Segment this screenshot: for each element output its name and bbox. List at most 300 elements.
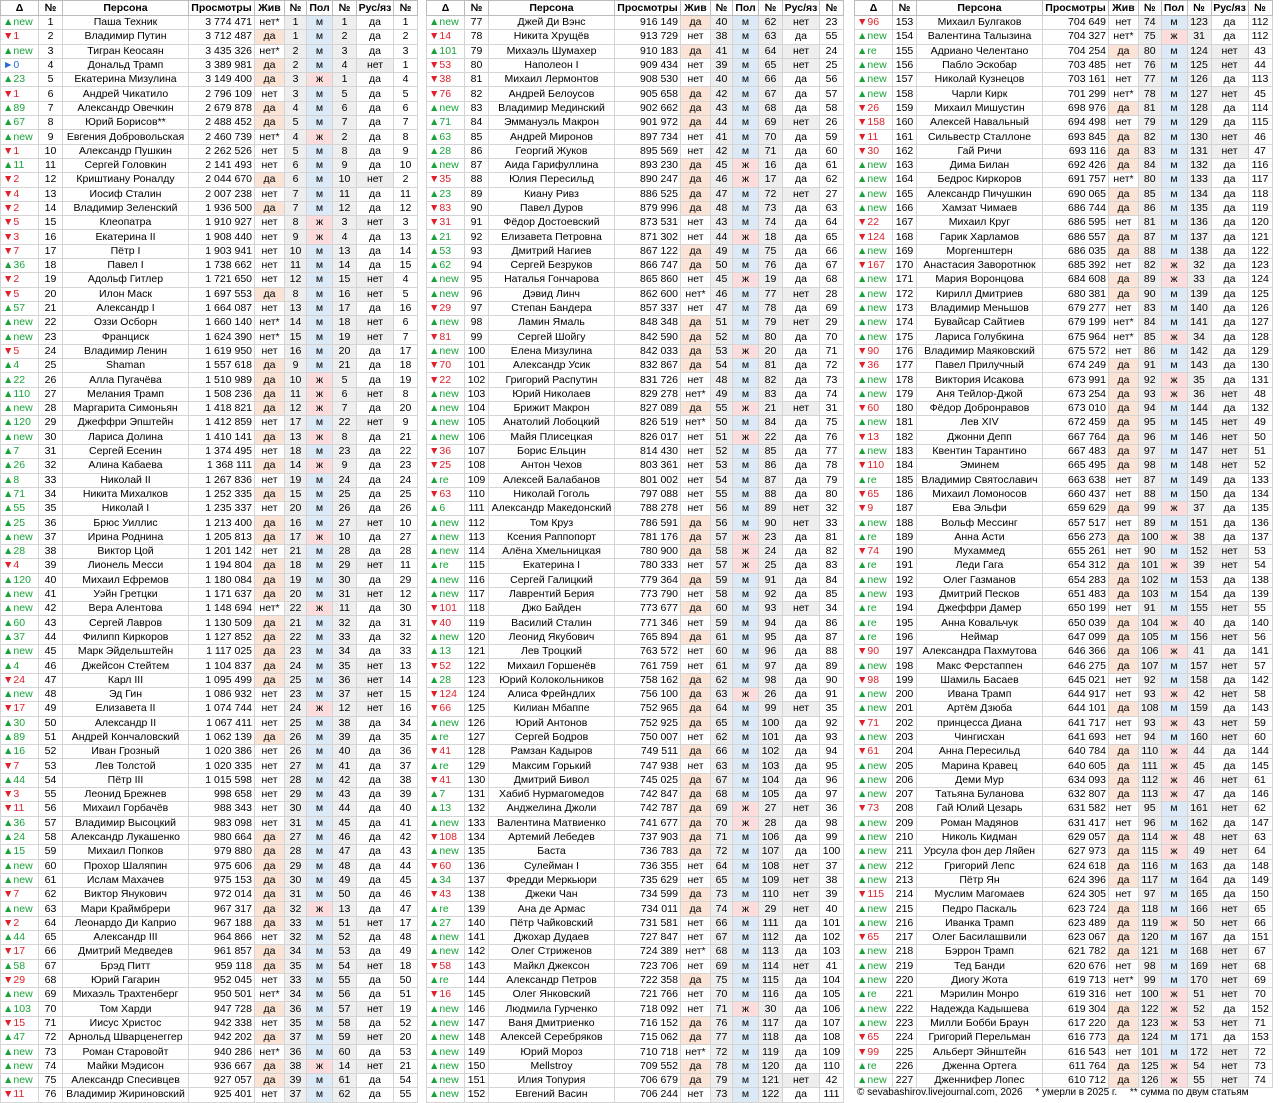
russian-lang: нет bbox=[357, 516, 394, 530]
sex: м bbox=[1161, 487, 1187, 501]
sex-rank: 151 bbox=[1187, 516, 1211, 530]
person-name: Владимир Святославич bbox=[917, 473, 1043, 487]
sex: ж bbox=[733, 402, 759, 416]
sex-rank: 163 bbox=[1187, 859, 1211, 873]
rank: 158 bbox=[893, 87, 917, 101]
person-name: Дмитрий Медведев bbox=[63, 945, 189, 959]
sex-rank: 44 bbox=[1187, 745, 1211, 759]
rank-change: ▲re bbox=[855, 1059, 893, 1073]
views: 2 141 493 bbox=[189, 158, 255, 172]
person-name: Антон Чехов bbox=[489, 459, 615, 473]
table-row bbox=[1, 902, 418, 916]
views: 724 389 bbox=[615, 945, 681, 959]
alive: да bbox=[1109, 144, 1139, 158]
sex: ж bbox=[1161, 373, 1187, 387]
sex: м bbox=[733, 745, 759, 759]
table-row bbox=[427, 702, 844, 716]
rank: 78 bbox=[465, 30, 489, 44]
russian-lang: да bbox=[1211, 344, 1248, 358]
rank-change: ▲new bbox=[1, 687, 39, 701]
table-row bbox=[855, 416, 1273, 430]
views: 644 101 bbox=[1043, 702, 1109, 716]
alive-rank: 81 bbox=[1139, 216, 1162, 230]
table-row bbox=[855, 1002, 1273, 1016]
alive-rank: 83 bbox=[1139, 301, 1162, 315]
views: 665 495 bbox=[1043, 459, 1109, 473]
rank: 12 bbox=[39, 173, 63, 187]
table-row bbox=[427, 487, 844, 501]
rank-change: ▼41 bbox=[427, 745, 465, 759]
rank-change: ▼1 bbox=[1, 87, 39, 101]
lang-rank: 35 bbox=[394, 730, 418, 744]
person-name: Анна Пересильд bbox=[917, 745, 1043, 759]
person-name: Владимир Меньшов bbox=[917, 301, 1043, 315]
person-name: Олег Басилашвили bbox=[917, 931, 1043, 945]
alive-rank: 67 bbox=[711, 773, 733, 787]
table-row bbox=[1, 487, 418, 501]
sex-rank: 41 bbox=[1187, 645, 1211, 659]
lang-rank: 35 bbox=[820, 702, 844, 716]
views: 632 807 bbox=[1043, 788, 1109, 802]
rank-change: ▼40 bbox=[427, 616, 465, 630]
alive: да bbox=[255, 916, 285, 930]
views: 927 057 bbox=[189, 1073, 255, 1087]
table-row bbox=[427, 359, 844, 373]
sex: м bbox=[733, 945, 759, 959]
person-name: Джохар Дудаев bbox=[489, 931, 615, 945]
lang-rank: 20 bbox=[394, 402, 418, 416]
rank: 103 bbox=[465, 387, 489, 401]
header-num2: № bbox=[1139, 1, 1162, 16]
sex-rank: 50 bbox=[333, 888, 357, 902]
lang-rank: 144 bbox=[1248, 745, 1272, 759]
lang-rank: 9 bbox=[394, 144, 418, 158]
rank-change: ▼3 bbox=[1, 788, 39, 802]
sex-rank: 81 bbox=[759, 359, 783, 373]
sex-rank: 6 bbox=[333, 101, 357, 115]
rank: 159 bbox=[893, 101, 917, 115]
alive: нет bbox=[255, 716, 285, 730]
alive: да bbox=[681, 158, 711, 172]
views: 942 202 bbox=[189, 1031, 255, 1045]
views: 913 729 bbox=[615, 30, 681, 44]
sex-rank: 32 bbox=[1187, 259, 1211, 273]
sex: м bbox=[733, 316, 759, 330]
views: 1 235 337 bbox=[189, 502, 255, 516]
lang-rank: 43 bbox=[1248, 44, 1272, 58]
sex: м bbox=[1161, 287, 1187, 301]
table-row bbox=[427, 559, 844, 573]
sex-rank: 87 bbox=[759, 473, 783, 487]
russian-lang: да bbox=[357, 616, 394, 630]
sex: м bbox=[1161, 544, 1187, 558]
alive: нет bbox=[1109, 988, 1139, 1002]
views: 865 860 bbox=[615, 273, 681, 287]
rank: 194 bbox=[893, 602, 917, 616]
alive: да bbox=[681, 544, 711, 558]
rank-change: ▲new bbox=[855, 373, 893, 387]
views: 655 261 bbox=[1043, 544, 1109, 558]
table-row bbox=[427, 859, 844, 873]
rank-change: ▲new bbox=[855, 516, 893, 530]
lang-rank: 131 bbox=[1248, 373, 1272, 387]
alive: да bbox=[1109, 745, 1139, 759]
rank-change: ▲new bbox=[855, 287, 893, 301]
person-name: Максим Горький bbox=[489, 759, 615, 773]
table-row bbox=[1, 73, 418, 87]
views: 826 519 bbox=[615, 416, 681, 430]
sex-rank: 67 bbox=[759, 87, 783, 101]
rank: 168 bbox=[893, 230, 917, 244]
views: 679 277 bbox=[1043, 301, 1109, 315]
sex-rank: 20 bbox=[759, 344, 783, 358]
rank-change: ▲6 bbox=[427, 502, 465, 516]
rank: 128 bbox=[465, 745, 489, 759]
person-name: Анастасия Заворотнюк bbox=[917, 259, 1043, 273]
sex: м bbox=[1161, 230, 1187, 244]
person-name: Фёдор Добронравов bbox=[917, 402, 1043, 416]
russian-lang: нет bbox=[1211, 988, 1248, 1002]
sex-rank: 50 bbox=[1187, 916, 1211, 930]
lang-rank: 24 bbox=[394, 473, 418, 487]
table-row bbox=[1, 630, 418, 644]
table-row bbox=[855, 888, 1273, 902]
views: 686 035 bbox=[1043, 244, 1109, 258]
russian-lang: нет bbox=[1211, 716, 1248, 730]
rank: 68 bbox=[39, 973, 63, 987]
lang-rank: 18 bbox=[394, 959, 418, 973]
alive-rank: 53 bbox=[711, 459, 733, 473]
russian-lang: нет bbox=[357, 416, 394, 430]
rank: 204 bbox=[893, 745, 917, 759]
alive: нет bbox=[255, 816, 285, 830]
views: 1 180 084 bbox=[189, 573, 255, 587]
russian-lang: да bbox=[783, 945, 820, 959]
views: 657 517 bbox=[1043, 516, 1109, 530]
sex-rank: 39 bbox=[1187, 559, 1211, 573]
russian-lang: да bbox=[357, 73, 394, 87]
sex: м bbox=[307, 301, 333, 315]
header-alive: Жив bbox=[255, 1, 285, 16]
sex-rank: 9 bbox=[333, 459, 357, 473]
views: 737 903 bbox=[615, 830, 681, 844]
table-row bbox=[855, 587, 1273, 601]
footer bbox=[857, 1086, 1280, 1100]
sex: ж bbox=[1161, 530, 1187, 544]
russian-lang: да bbox=[357, 101, 394, 115]
sex: м bbox=[1161, 931, 1187, 945]
sex-rank: 124 bbox=[1187, 44, 1211, 58]
sex: ж bbox=[1161, 988, 1187, 1002]
rank: 191 bbox=[893, 559, 917, 573]
rank-change: ▼7 bbox=[1, 888, 39, 902]
table-row bbox=[855, 802, 1273, 816]
lang-rank: 53 bbox=[1248, 544, 1272, 558]
person-name: Николай Кузнецов bbox=[917, 73, 1043, 87]
table-row bbox=[427, 373, 844, 387]
header-name: Персона bbox=[63, 1, 189, 16]
sex-rank: 109 bbox=[759, 873, 783, 887]
sex-rank: 97 bbox=[759, 659, 783, 673]
lang-rank: 36 bbox=[394, 745, 418, 759]
russian-lang: нет bbox=[357, 216, 394, 230]
russian-lang: да bbox=[783, 616, 820, 630]
sex: м bbox=[1161, 158, 1187, 172]
alive-rank: 62 bbox=[711, 673, 733, 687]
russian-lang: да bbox=[357, 459, 394, 473]
sex: м bbox=[1161, 459, 1187, 473]
rank-change: ▲new bbox=[1, 602, 39, 616]
rank-change: ▲23 bbox=[427, 187, 465, 201]
table-row bbox=[1, 959, 418, 973]
alive: да bbox=[1109, 230, 1139, 244]
person-name: Пабло Эскобар bbox=[917, 58, 1043, 72]
table-row bbox=[855, 687, 1273, 701]
sex: м bbox=[1161, 673, 1187, 687]
sex-rank: 40 bbox=[333, 745, 357, 759]
sex: м bbox=[733, 58, 759, 72]
table-row bbox=[427, 516, 844, 530]
russian-lang: нет bbox=[1211, 444, 1248, 458]
person-name: Алексей Балабанов bbox=[489, 473, 615, 487]
sex: ж bbox=[1161, 773, 1187, 787]
views: 747 938 bbox=[615, 759, 681, 773]
rank: 182 bbox=[893, 430, 917, 444]
alive-rank: 78 bbox=[1139, 87, 1162, 101]
person-name: Мухаммед bbox=[917, 544, 1043, 558]
views: 908 530 bbox=[615, 73, 681, 87]
table-row bbox=[1, 888, 418, 902]
rank: 94 bbox=[465, 259, 489, 273]
table-row bbox=[1, 1002, 418, 1016]
rank-change: ▲new bbox=[427, 544, 465, 558]
person-name: Никита Хрущёв bbox=[489, 30, 615, 44]
rank: 91 bbox=[465, 216, 489, 230]
russian-lang: да bbox=[357, 1073, 394, 1087]
sex: м bbox=[733, 859, 759, 873]
sex: ж bbox=[733, 816, 759, 830]
lang-rank: 16 bbox=[394, 301, 418, 315]
rank: 148 bbox=[465, 1031, 489, 1045]
table-row bbox=[855, 201, 1273, 215]
rank: 153 bbox=[893, 16, 917, 30]
russian-lang: да bbox=[357, 158, 394, 172]
person-name: Виктор Цой bbox=[63, 544, 189, 558]
sex-rank: 30 bbox=[759, 1002, 783, 1016]
rank: 96 bbox=[465, 287, 489, 301]
russian-lang: да bbox=[783, 73, 820, 87]
table-row bbox=[855, 630, 1273, 644]
table-row bbox=[1, 430, 418, 444]
rank: 65 bbox=[39, 931, 63, 945]
table-row bbox=[855, 1045, 1273, 1059]
person-name: Дмитрий Нагиев bbox=[489, 244, 615, 258]
rank: 129 bbox=[465, 759, 489, 773]
lang-rank: 63 bbox=[1248, 830, 1272, 844]
alive: да bbox=[681, 187, 711, 201]
alive: да bbox=[1109, 573, 1139, 587]
rank: 112 bbox=[465, 516, 489, 530]
table-row bbox=[427, 387, 844, 401]
views: 756 100 bbox=[615, 687, 681, 701]
russian-lang: да bbox=[783, 101, 820, 115]
person-name: Рамзан Кадыров bbox=[489, 745, 615, 759]
russian-lang: да bbox=[1211, 373, 1248, 387]
sex-rank: 75 bbox=[759, 244, 783, 258]
person-name: Андрей Белоусов bbox=[489, 87, 615, 101]
sex-rank: 88 bbox=[759, 487, 783, 501]
alive: нет bbox=[681, 301, 711, 315]
sex: м bbox=[307, 916, 333, 930]
views: 940 286 bbox=[189, 1045, 255, 1059]
rank-change: ▲new bbox=[855, 30, 893, 44]
table-row bbox=[427, 830, 844, 844]
table-row bbox=[427, 902, 844, 916]
lang-rank: 31 bbox=[394, 616, 418, 630]
person-name: Леонид Якубович bbox=[489, 630, 615, 644]
views: 715 062 bbox=[615, 1031, 681, 1045]
lang-rank: 8 bbox=[394, 130, 418, 144]
lang-rank: 28 bbox=[394, 544, 418, 558]
russian-lang: да bbox=[783, 673, 820, 687]
rank-change: ▲34 bbox=[427, 873, 465, 887]
rank-change: ▲new bbox=[427, 1045, 465, 1059]
lang-rank: 106 bbox=[820, 1002, 844, 1016]
lang-rank: 26 bbox=[394, 502, 418, 516]
rank-change: ▼1 bbox=[1, 144, 39, 158]
lang-rank: 6 bbox=[394, 316, 418, 330]
person-name: Григорий Лепс bbox=[917, 859, 1043, 873]
rank: 145 bbox=[465, 988, 489, 1002]
rank-change: ▼17 bbox=[1, 945, 39, 959]
table-row bbox=[427, 659, 844, 673]
sex-rank: 113 bbox=[759, 945, 783, 959]
lang-rank: 32 bbox=[820, 502, 844, 516]
person-name: Александр Овечкин bbox=[63, 101, 189, 115]
views: 1 095 499 bbox=[189, 673, 255, 687]
views: 709 552 bbox=[615, 1059, 681, 1073]
russian-lang: да bbox=[783, 216, 820, 230]
russian-lang: нет bbox=[357, 587, 394, 601]
sex: м bbox=[307, 316, 333, 330]
russian-lang: да bbox=[783, 273, 820, 287]
alive-rank: 30 bbox=[285, 802, 307, 816]
alive-rank: 49 bbox=[711, 387, 733, 401]
alive: да bbox=[255, 530, 285, 544]
alive-rank: 94 bbox=[1139, 402, 1162, 416]
rank-change: ▲28 bbox=[427, 144, 465, 158]
lang-rank: 47 bbox=[394, 902, 418, 916]
sex: м bbox=[1161, 1031, 1187, 1045]
rank: 144 bbox=[465, 973, 489, 987]
alive: нет bbox=[255, 1016, 285, 1030]
table-row bbox=[1, 559, 418, 573]
table-row bbox=[855, 216, 1273, 230]
alive-rank: 69 bbox=[711, 802, 733, 816]
alive-rank: 89 bbox=[1139, 516, 1162, 530]
rank: 156 bbox=[893, 58, 917, 72]
alive-rank: 107 bbox=[1139, 659, 1162, 673]
alive: да bbox=[1109, 788, 1139, 802]
rank: 162 bbox=[893, 144, 917, 158]
sex-rank: 84 bbox=[759, 416, 783, 430]
alive: да bbox=[255, 487, 285, 501]
table-row bbox=[427, 544, 844, 558]
sex: ж bbox=[1161, 830, 1187, 844]
alive-rank: 58 bbox=[711, 587, 733, 601]
person-name: Александр Македонский bbox=[489, 502, 615, 516]
rank-change: ▲13 bbox=[427, 645, 465, 659]
lang-rank: 148 bbox=[1248, 859, 1272, 873]
lang-rank: 13 bbox=[394, 230, 418, 244]
russian-lang: да bbox=[357, 530, 394, 544]
sex-rank: 112 bbox=[759, 931, 783, 945]
sex: м bbox=[733, 931, 759, 945]
rank-change: ▼29 bbox=[427, 301, 465, 315]
sex: ж bbox=[1161, 259, 1187, 273]
alive-rank: 73 bbox=[711, 888, 733, 902]
sex-rank: 156 bbox=[1187, 630, 1211, 644]
person-name: Ваня Дмитриенко bbox=[489, 1016, 615, 1030]
rank: 23 bbox=[39, 330, 63, 344]
person-name: Алёна Хмельницкая bbox=[489, 544, 615, 558]
alive-rank: 3 bbox=[285, 87, 307, 101]
russian-lang: да bbox=[783, 716, 820, 730]
rank-change: ▲new bbox=[1, 587, 39, 601]
alive-rank: 6 bbox=[285, 173, 307, 187]
table-row bbox=[427, 973, 844, 987]
lang-rank: 81 bbox=[820, 530, 844, 544]
ranking-table-1 bbox=[0, 0, 418, 1103]
rank: 54 bbox=[39, 773, 63, 787]
sex: м bbox=[1161, 416, 1187, 430]
views: 1 664 087 bbox=[189, 301, 255, 315]
sex: м bbox=[1161, 945, 1187, 959]
sex: м bbox=[733, 1088, 759, 1102]
lang-rank: 48 bbox=[1248, 387, 1272, 401]
sex-rank: 35 bbox=[1187, 373, 1211, 387]
alive: да bbox=[1109, 130, 1139, 144]
sex: ж bbox=[1161, 1059, 1187, 1073]
footnote-died: * умерли в 2025 г. bbox=[1035, 1087, 1118, 1098]
lang-rank: 134 bbox=[1248, 487, 1272, 501]
sex: м bbox=[733, 659, 759, 673]
rank: 122 bbox=[465, 659, 489, 673]
sex: м bbox=[733, 73, 759, 87]
sex-rank: 165 bbox=[1187, 888, 1211, 902]
rank-change: ▼83 bbox=[427, 201, 465, 215]
sex-rank: 118 bbox=[759, 1031, 783, 1045]
alive: нет bbox=[255, 544, 285, 558]
sex: м bbox=[307, 173, 333, 187]
rank-change: ▲26 bbox=[1, 459, 39, 473]
lang-rank: 105 bbox=[820, 988, 844, 1002]
header-num3: № bbox=[1187, 1, 1211, 16]
person-name: Николь Кидман bbox=[917, 830, 1043, 844]
sex-rank: 2 bbox=[333, 130, 357, 144]
lang-rank: 59 bbox=[1248, 716, 1272, 730]
lang-rank: 83 bbox=[820, 559, 844, 573]
rank-change: ▲new bbox=[1, 1059, 39, 1073]
russian-lang: нет bbox=[1211, 559, 1248, 573]
rank-change: ▲new bbox=[1, 430, 39, 444]
views: 693 845 bbox=[1043, 130, 1109, 144]
alive: нет bbox=[681, 130, 711, 144]
table-row bbox=[1, 573, 418, 587]
sex-rank: 10 bbox=[333, 530, 357, 544]
lang-rank: 32 bbox=[394, 630, 418, 644]
rank: 99 bbox=[465, 330, 489, 344]
